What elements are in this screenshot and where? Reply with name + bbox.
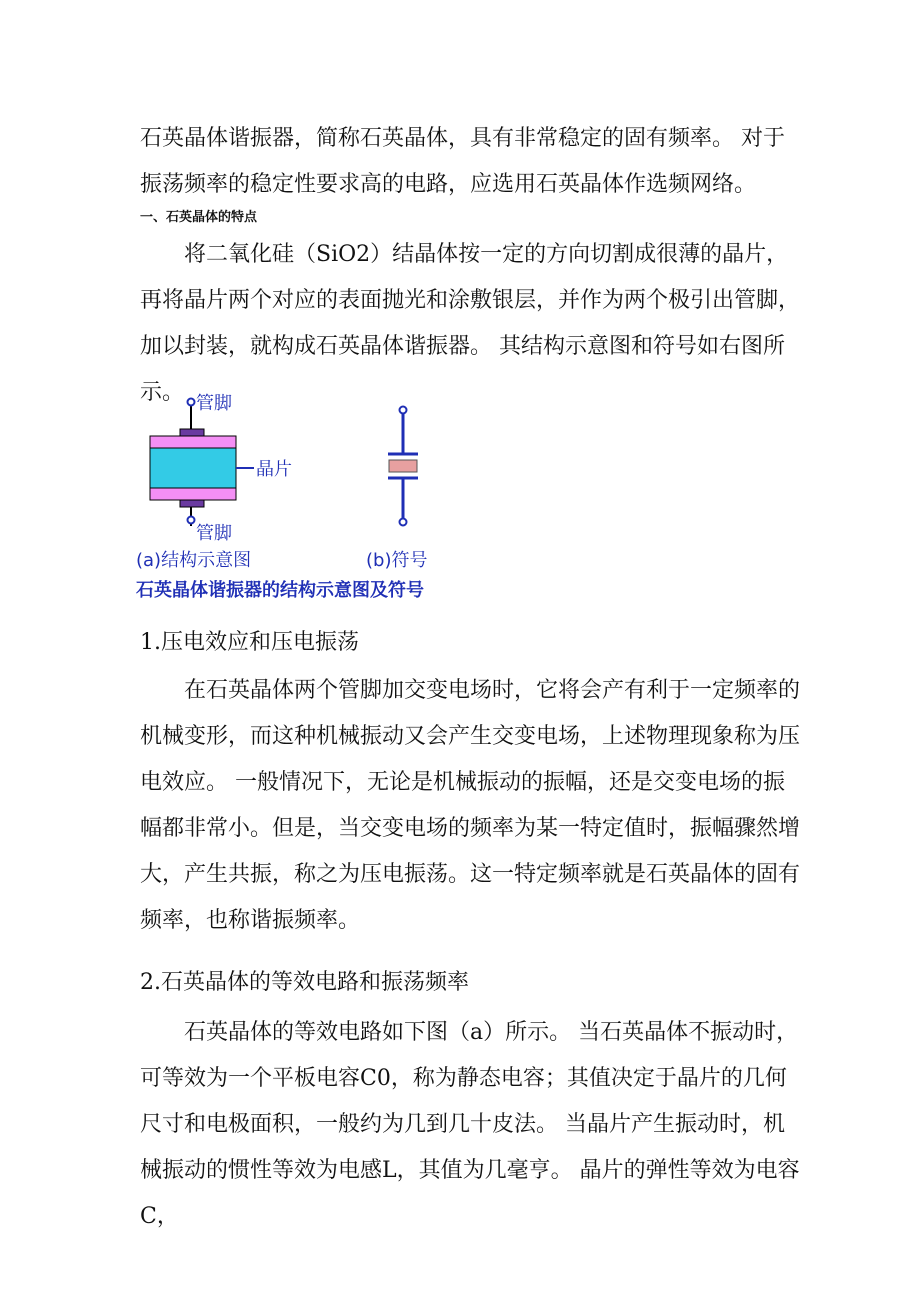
crystal-diagram — [136, 388, 496, 608]
pin-top-label: 管脚 — [196, 393, 232, 414]
bottom-terminal — [188, 517, 195, 524]
paragraph: 将二氧化硅（SiO2）结晶体按一定的方向切割成很薄的晶片，再将晶片两个对应的表面抛光和涂敷银层，并作为两个极引出管脚，加以封装，就构成石英晶体谐振器。 其结构示意图和符号如右图所示。 — [140, 242, 801, 405]
wafer-label: 晶片 — [256, 459, 292, 480]
top-pin-cap — [180, 429, 204, 436]
symbol-bottom-terminal — [400, 519, 407, 526]
crystal-figure — [136, 388, 496, 608]
symbol-crystal — [389, 460, 417, 472]
bottom-silver-layer — [150, 488, 236, 500]
figure-caption: 石英晶体谐振器的结构示意图及符号 — [136, 580, 424, 601]
subsection-heading: 1.压电效应和压电振荡 — [140, 630, 359, 655]
paragraph: 在石英晶体两个管脚加交变电场时，它将会产有利于一定频率的机械变形，而这种机械振动又会产生交变电场，上述物理现象称为压电效应。 一般情况下，无论是机械振动的振幅，还是交变电场的振幅都非常小。但是，当交变电场的频率为某一特定值时，振幅骤然增大，产生共振，称之为压电振荡。这一特定频率就是石英晶体的固有频率，也称谐振频率。 — [140, 678, 801, 933]
subsection-heading: 2.石英晶体的等效电路和振荡频率 — [140, 970, 469, 995]
paragraph: 石英晶体的等效电路如下图（a）所示。 当石英晶体不振动时，可等效为一个平板电容C0，称为静态电容；其值决定于晶片的几何尺寸和电极面积，一般约为几到几十皮法。 当晶片产生振动时，机械振动的惯性等效为电感L，其值为几毫亨。 晶片的弹性等效为电容C， — [140, 1020, 800, 1229]
intro-paragraph: 石英晶体谐振器，简称石英晶体，具有非常稳定的固有频率。 对于振荡频率的稳定性要求高的电路，应选用石英晶体作选频网络。 — [140, 126, 785, 197]
caption-a: (a)结构示意图 — [136, 550, 252, 571]
caption-b: (b)符号 — [366, 550, 428, 571]
bottom-pin-cap — [180, 500, 204, 507]
section-heading: 一、石英晶体的特点 — [140, 210, 258, 225]
crystal-wafer — [150, 448, 236, 488]
pin-bottom-label: 管脚 — [196, 523, 232, 544]
top-terminal — [188, 399, 195, 406]
symbol-top-terminal — [400, 407, 407, 414]
top-silver-layer — [150, 436, 236, 448]
